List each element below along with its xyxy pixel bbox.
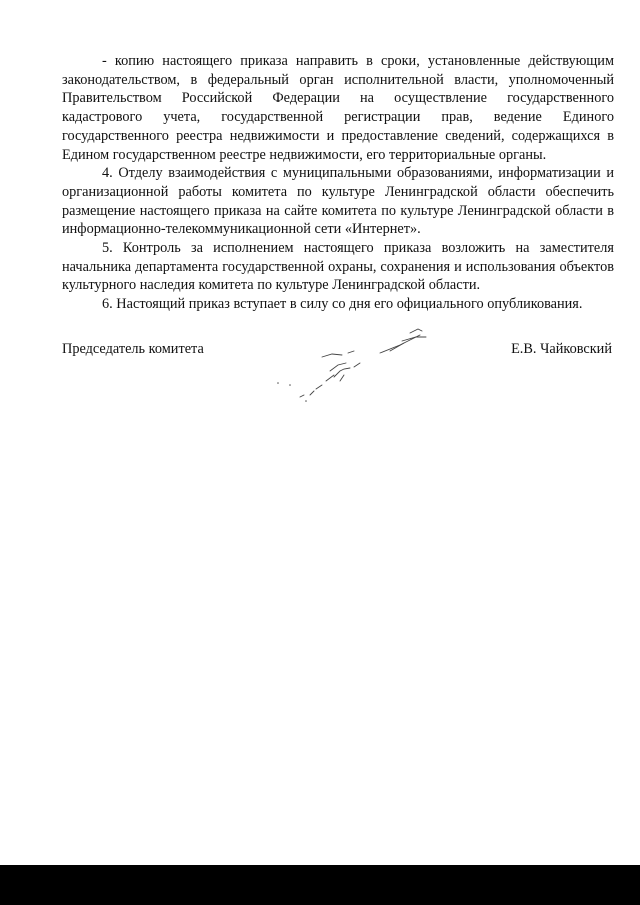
paragraph-copy-directive: - копию настоящего приказа направить в сроки, установленные действующим законодательством, в федеральный орган исполнительной власти, уполномоченный Правительством Российской Федерации на осуществление государственного кадастрового учета, государственной регистрации прав, ведение Единого государственного реестра недвижимости и предоставление сведений, содержащихся в Едином государственном реестре недвижимости, его территориальные органы. [62,53,614,163]
signatory-name: Е.В. Чайковский [511,341,612,357]
paragraph-item-6: 6. Настоящий приказ вступает в силу со дня его официального опубликования. [102,296,583,313]
bottom-black-band [0,865,640,905]
signatory-title: Председатель комитета [62,341,204,357]
handwritten-signature [270,315,440,405]
document-body [62,52,614,314]
paragraph-item-5: 5. Контроль за исполнением настоящего приказа возложить на заместителя начальника департамента государственной охраны, сохранения и использования объектов культурного наследия комитета по культуре Ленинградской области. [62,240,614,294]
paragraph-item-4: 4. Отделу взаимодействия с муниципальными образованиями, информатизации и организационной работы комитета по культуре Ленинградской области обеспечить размещение настоящего приказа на сайте комитета по культуре Ленинградской области в информационно-телекоммуникационной сети «Интернет». [62,165,614,238]
